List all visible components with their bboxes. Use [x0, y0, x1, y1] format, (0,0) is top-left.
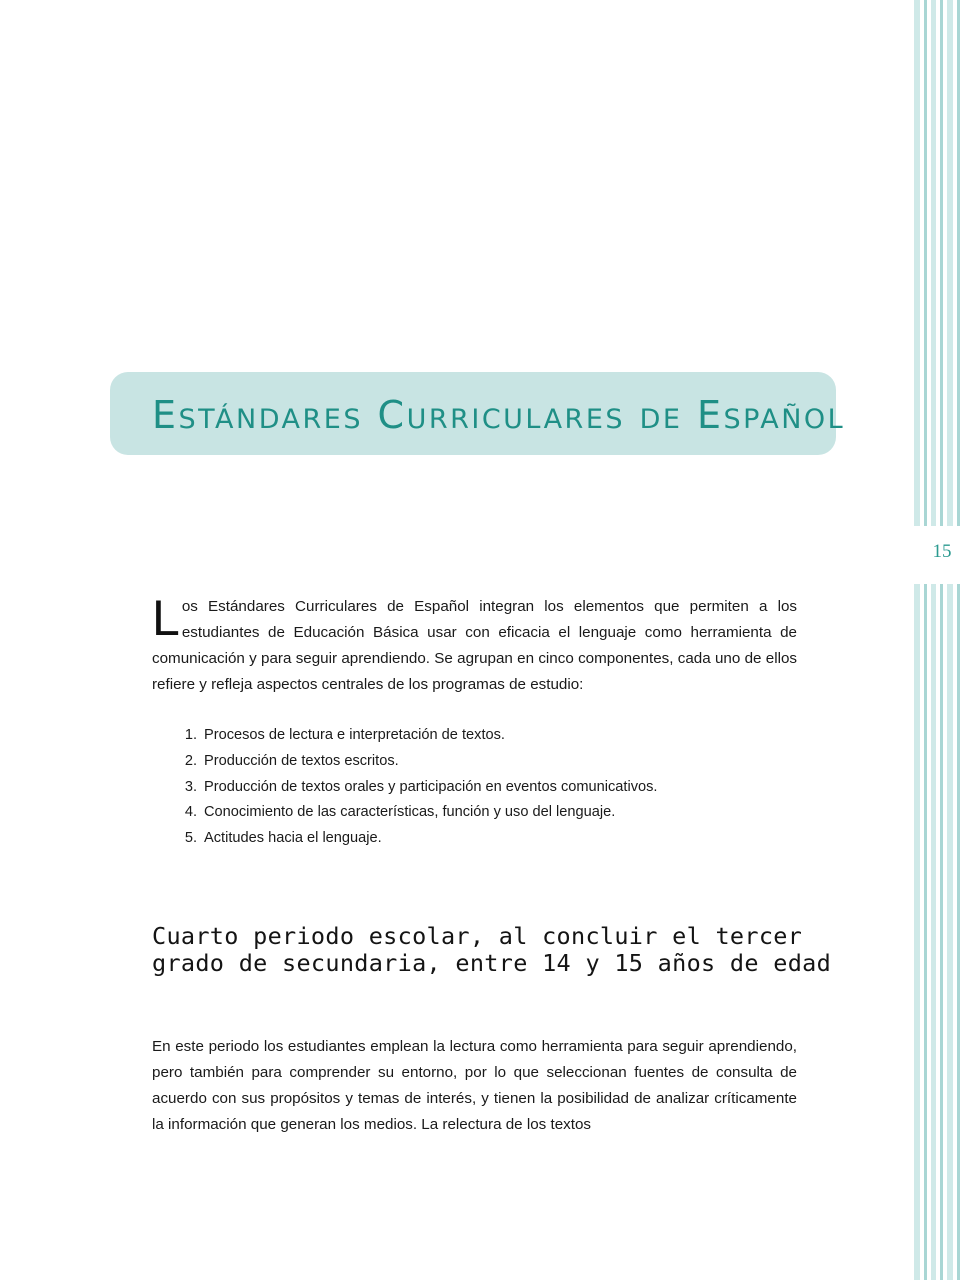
list-item-text: Actitudes hacia el lenguaje.	[204, 830, 382, 847]
page-number: 15	[932, 541, 952, 562]
stripe	[924, 0, 927, 1280]
list-item-number: 3.	[184, 778, 197, 795]
list-item	[152, 775, 797, 801]
section-heading: Cuarto periodo escolar, al concluir el tercer grado de secundaria, entre 14 y 15 años de edad	[152, 922, 832, 977]
body-paragraph: En este periodo los estudiantes emplean la lectura como herramienta para seguir aprendiendo, pero también para comprender su entorno, por lo que seleccionan fuentes de consulta de acuerdo con sus propósitos y temas de interés, y tienen la posibilidad de analizar críticamente la información que generan los medios. La relectura de los textos	[152, 1038, 797, 1133]
list-item	[152, 723, 797, 749]
stripe	[940, 0, 943, 1280]
intro-text: os Estándares Curriculares de Español integran los elementos que permiten a los estudiantes de Educación Básica usar con eficacia el lenguaje como herramienta de comunicación y para seguir aprendiendo. Se agrupan en cinco componentes, cada uno de ellos refiere y refleja aspectos centrales de los programas de estudio:	[152, 598, 797, 693]
intro-paragraph	[152, 590, 797, 698]
list-item-number: 2.	[184, 752, 197, 769]
list-item-number: 4.	[184, 804, 197, 821]
stripe	[957, 0, 960, 1280]
page-title: Estándares Curriculares de Español	[152, 393, 846, 437]
stripe	[931, 0, 936, 1280]
list-item	[152, 749, 797, 775]
list-item-number: 5.	[184, 830, 197, 847]
drop-cap: L	[152, 590, 180, 646]
components-list	[152, 723, 797, 852]
list-item-number: 1.	[184, 727, 197, 743]
list-item-text: Procesos de lectura e interpretación de textos.	[204, 727, 505, 743]
stripe	[947, 0, 953, 1280]
list-item	[152, 800, 797, 826]
list-item-text: Producción de textos orales y participación en eventos comunicativos.	[204, 778, 658, 795]
list-item-text: Conocimiento de las características, función y uso del lenguaje.	[204, 804, 616, 821]
list-item-text: Producción de textos escritos.	[204, 752, 399, 769]
stripe	[914, 0, 920, 1280]
list-item	[152, 826, 797, 852]
